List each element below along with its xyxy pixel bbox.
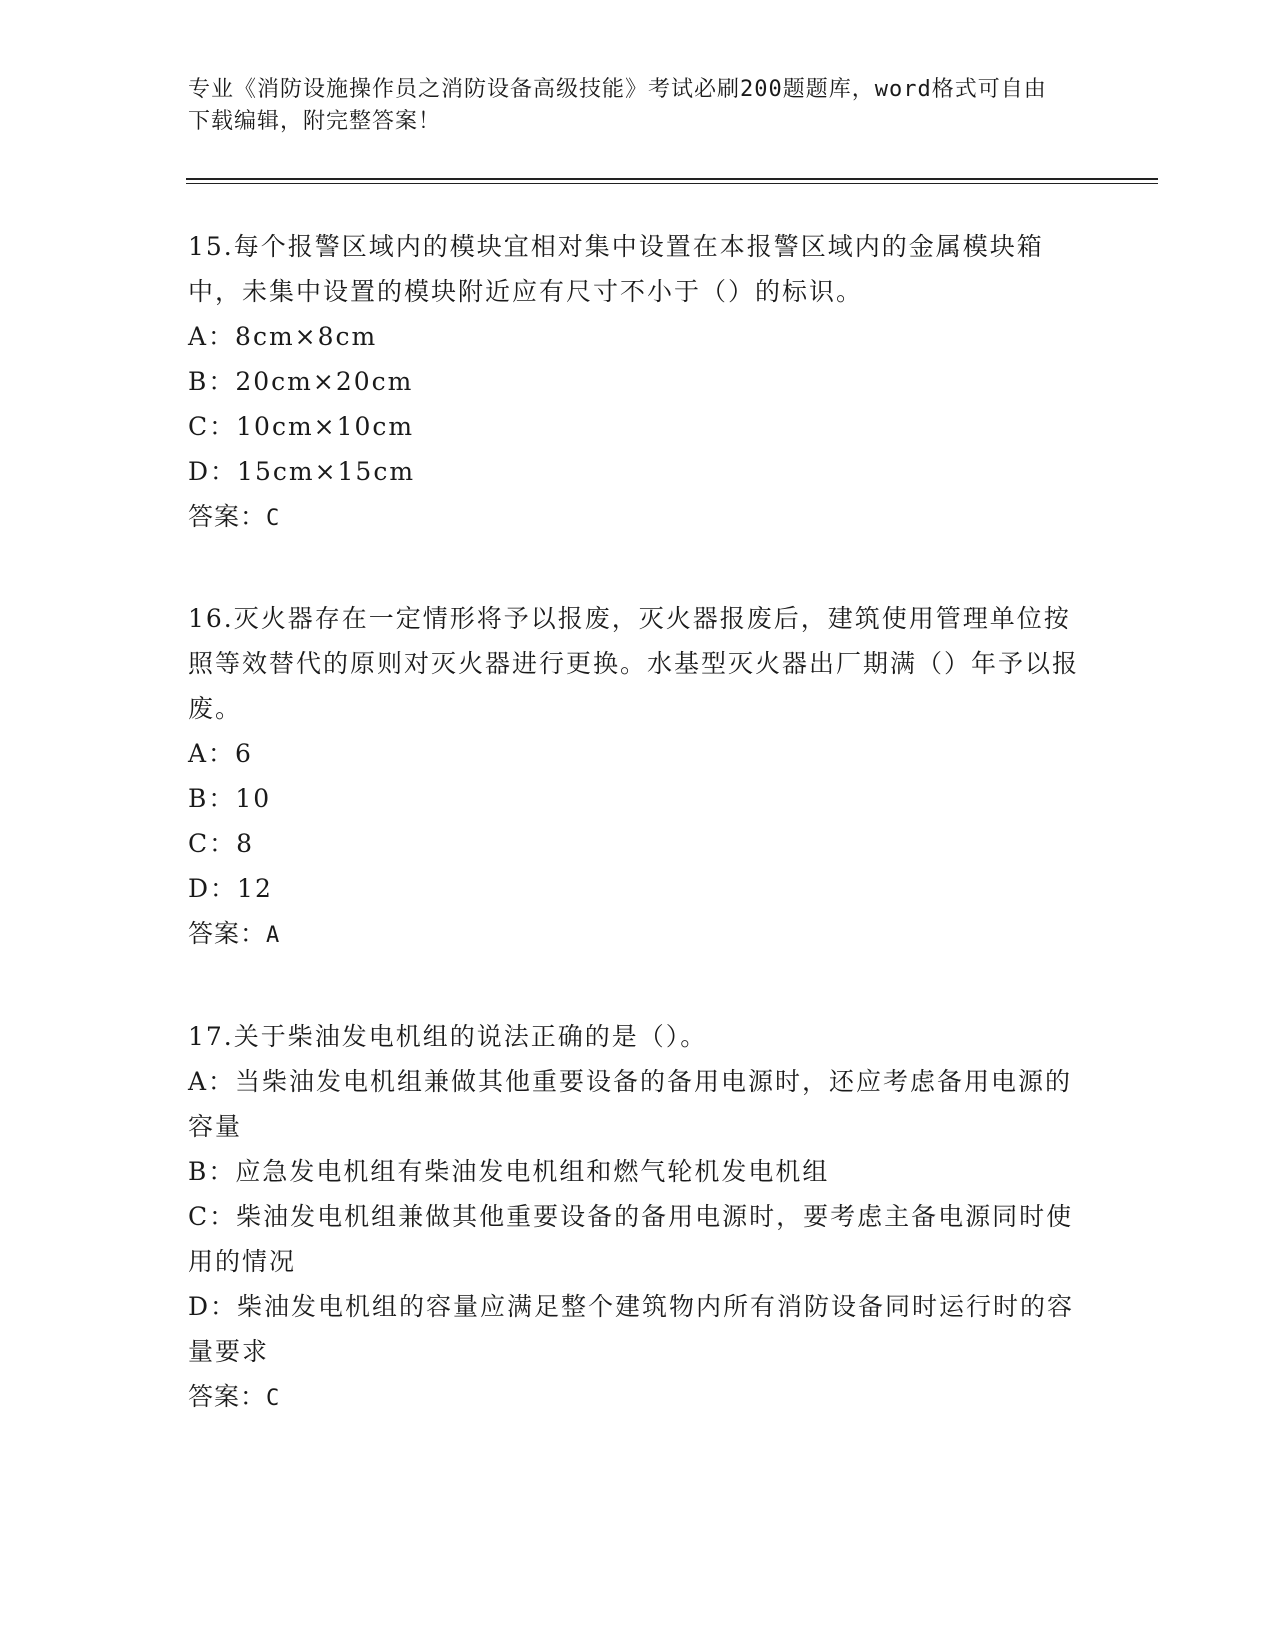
answer-label: 答案： — [188, 919, 267, 948]
answer-line — [188, 1374, 1088, 1421]
option-c: C：柴油发电机组兼做其他重要设备的备用电源时，要考虑主备电源同时使用的情况 — [188, 1202, 1074, 1276]
question-17 — [188, 1014, 1088, 1421]
option-d: D：12 — [188, 874, 273, 903]
question-15 — [188, 224, 1088, 541]
answer-value: A — [266, 923, 281, 948]
question-16 — [188, 596, 1088, 958]
option-b: B：10 — [188, 784, 272, 813]
question-stem: 15.每个报警区域内的模块宜相对集中设置在本报警区域内的金属模块箱中，未集中设置的模块附近应有尺寸不小于（）的标识。 — [188, 232, 1044, 306]
header-divider-thin — [186, 183, 1158, 184]
document-header: 专业《消防设施操作员之消防设备高级技能》考试必刷200题题库，word格式可自由下载编辑，附完整答案！ — [188, 77, 1047, 134]
option-b: B：应急发电机组有柴油发电机组和燃气轮机发电机组 — [188, 1157, 830, 1186]
option-a: A：8cm×8cm — [188, 322, 378, 351]
option-a: A：当柴油发电机组兼做其他重要设备的备用电源时，还应考虑备用电源的容量 — [188, 1067, 1073, 1141]
option-b: B：20cm×20cm — [188, 367, 414, 396]
answer-line — [188, 911, 1088, 958]
option-a: A：6 — [188, 739, 253, 768]
answer-label: 答案： — [188, 1382, 267, 1411]
header-divider-thick — [186, 178, 1158, 180]
question-stem: 16.灭火器存在一定情形将予以报废，灭火器报废后，建筑使用管理单位按照等效替代的原则对灭火器进行更换。水基型灭火器出厂期满（）年予以报废。 — [188, 604, 1080, 723]
answer-label: 答案： — [188, 502, 267, 531]
option-d: D：15cm×15cm — [188, 457, 416, 486]
answer-value: C — [266, 1386, 281, 1411]
answer-line — [188, 494, 1088, 541]
question-stem: 17.关于柴油发电机组的说法正确的是（）。 — [188, 1022, 708, 1051]
answer-value: C — [266, 506, 281, 531]
option-c: C：8 — [188, 829, 255, 858]
option-d: D：柴油发电机组的容量应满足整个建筑物内所有消防设备同时运行时的容量要求 — [188, 1292, 1075, 1366]
option-c: C：10cm×10cm — [188, 412, 415, 441]
